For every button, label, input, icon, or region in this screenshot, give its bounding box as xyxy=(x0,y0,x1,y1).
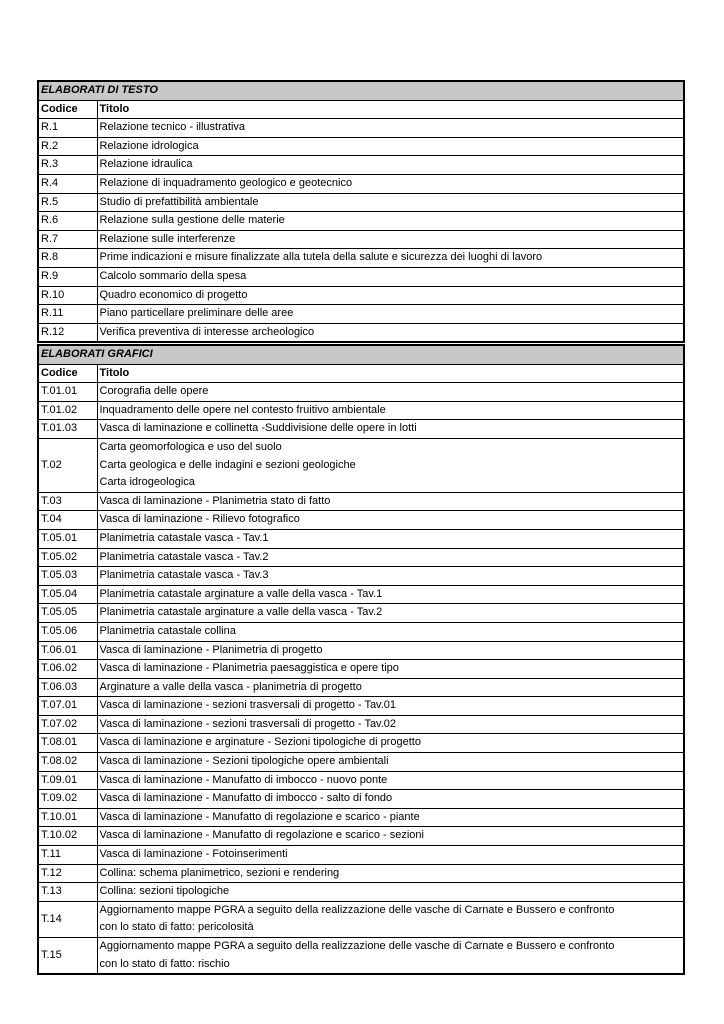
table-row xyxy=(38,567,684,586)
column-header-row xyxy=(38,364,684,383)
row-title: Relazione di inquadramento geologico e geotecnico xyxy=(97,174,684,193)
table-row xyxy=(38,883,684,902)
table-row xyxy=(38,697,684,716)
table-row xyxy=(38,438,684,492)
row-code: T.06.02 xyxy=(38,660,97,679)
table-row xyxy=(38,715,684,734)
row-title: Inquadramento delle opere nel contesto fruitivo ambientale xyxy=(97,401,684,420)
row-title xyxy=(97,438,684,492)
row-code: R.5 xyxy=(38,193,97,212)
table-row xyxy=(38,604,684,623)
table-row xyxy=(38,938,684,975)
table-row xyxy=(38,864,684,883)
row-code: T.14 xyxy=(38,901,97,937)
row-code: T.03 xyxy=(38,492,97,511)
row-code: R.8 xyxy=(38,249,97,268)
row-code: T.10.01 xyxy=(38,808,97,827)
row-title-line: Carta geomorfologica e uso del suolo xyxy=(99,440,282,453)
table-row xyxy=(38,790,684,809)
row-title: Planimetria catastale vasca - Tav.3 xyxy=(97,567,684,586)
row-title: Corografia delle opere xyxy=(97,383,684,402)
table-row xyxy=(38,323,684,342)
row-code: T.07.02 xyxy=(38,715,97,734)
column-header-row xyxy=(38,100,684,119)
row-code: T.01.01 xyxy=(38,383,97,402)
row-title: Planimetria catastale vasca - Tav.2 xyxy=(97,548,684,567)
row-title-line: con lo stato di fatto: pericolosità xyxy=(99,921,254,934)
row-title: Vasca di laminazione - sezioni trasversali di progetto - Tav.01 xyxy=(97,697,684,716)
table-row xyxy=(38,529,684,548)
row-title: Vasca di laminazione - Manufatto di imbocco - nuovo ponte xyxy=(97,771,684,790)
table-row xyxy=(38,771,684,790)
table-row xyxy=(38,585,684,604)
table-row xyxy=(38,305,684,324)
row-title: Relazione idraulica xyxy=(97,156,684,175)
row-title: Relazione tecnico - illustrativa xyxy=(97,119,684,138)
table-row xyxy=(38,174,684,193)
row-code: R.3 xyxy=(38,156,97,175)
row-code: T.05.02 xyxy=(38,548,97,567)
table-row xyxy=(38,511,684,530)
table-row xyxy=(38,383,684,402)
row-title: Vasca di laminazione - Planimetria paesaggistica e opere tipo xyxy=(97,660,684,679)
row-title xyxy=(97,938,684,975)
row-code: T.08.01 xyxy=(38,734,97,753)
table-row xyxy=(38,230,684,249)
row-code: T.05.04 xyxy=(38,585,97,604)
row-title: Vasca di laminazione - Manufatto di regolazione e scarico - sezioni xyxy=(97,827,684,846)
row-code: T.07.01 xyxy=(38,697,97,716)
column-header-title: Titolo xyxy=(97,364,684,383)
row-code: R.4 xyxy=(38,174,97,193)
row-title: Vasca di laminazione - Planimetria di progetto xyxy=(97,641,684,660)
row-title: Quadro economico di progetto xyxy=(97,286,684,305)
table-row xyxy=(38,678,684,697)
section-title: ELABORATI GRAFICI xyxy=(38,345,684,364)
table-row xyxy=(38,119,684,138)
section-header xyxy=(38,81,684,100)
row-code: R.7 xyxy=(38,230,97,249)
row-title-line: Aggiornamento mappe PGRA a seguito della realizzazione delle vasche di Carnate e Bussero e confronto xyxy=(99,903,615,916)
row-title: Vasca di laminazione e collinetta -Suddivisione delle opere in lotti xyxy=(97,420,684,439)
row-code: T.12 xyxy=(38,864,97,883)
row-code: T.15 xyxy=(38,938,97,975)
row-title: Vasca di laminazione - Sezioni tipologiche opere ambientali xyxy=(97,753,684,772)
table-row xyxy=(38,156,684,175)
table-row xyxy=(38,734,684,753)
row-code: R.11 xyxy=(38,305,97,324)
column-header-code: Codice xyxy=(38,100,97,119)
row-title: Vasca di laminazione - Manufatto di regolazione e scarico - piante xyxy=(97,808,684,827)
row-code: T.01.03 xyxy=(38,420,97,439)
row-title xyxy=(97,901,684,937)
table-row xyxy=(38,249,684,268)
table-row xyxy=(38,401,684,420)
table-row xyxy=(38,846,684,865)
elaborati-testo-table xyxy=(37,80,685,343)
row-title-line: Carta idrogeologica xyxy=(99,476,195,489)
row-code: T.11 xyxy=(38,846,97,865)
row-code: T.01.02 xyxy=(38,401,97,420)
table-row xyxy=(38,492,684,511)
row-code: T.10.02 xyxy=(38,827,97,846)
table-row xyxy=(38,827,684,846)
table-row xyxy=(38,622,684,641)
row-title: Vasca di laminazione - Manufatto di imbocco - salto di fondo xyxy=(97,790,684,809)
row-title: Calcolo sommario della spesa xyxy=(97,267,684,286)
row-code: T.05.01 xyxy=(38,529,97,548)
row-title: Relazione idrologica xyxy=(97,137,684,156)
row-code: T.04 xyxy=(38,511,97,530)
row-code: R.1 xyxy=(38,119,97,138)
row-code: T.05.05 xyxy=(38,604,97,623)
table-row xyxy=(38,267,684,286)
row-title: Vasca di laminazione - Planimetria stato di fatto xyxy=(97,492,684,511)
table-row xyxy=(38,420,684,439)
row-title: Studio di prefattibilità ambientale xyxy=(97,193,684,212)
row-title: Collina: schema planimetrico, sezioni e rendering xyxy=(97,864,684,883)
row-code: R.9 xyxy=(38,267,97,286)
row-title: Collina: sezioni tipologiche xyxy=(97,883,684,902)
row-title-line: Aggiornamento mappe PGRA a seguito della realizzazione delle vasche di Carnate e Bussero e confronto xyxy=(99,940,615,952)
row-code: T.06.01 xyxy=(38,641,97,660)
row-code: R.12 xyxy=(38,323,97,342)
row-title: Vasca di laminazione - Fotoinserimenti xyxy=(97,846,684,865)
row-code: T.05.06 xyxy=(38,622,97,641)
row-code: T.02 xyxy=(38,438,97,492)
row-title: Piano particellare preliminare delle aree xyxy=(97,305,684,324)
column-header-code: Codice xyxy=(38,364,97,383)
row-code: T.06.03 xyxy=(38,678,97,697)
table-row xyxy=(38,212,684,231)
row-title: Planimetria catastale vasca - Tav.1 xyxy=(97,529,684,548)
row-code: T.09.02 xyxy=(38,790,97,809)
table-row xyxy=(38,753,684,772)
row-title: Planimetria catastale arginature a valle della vasca - Tav.1 xyxy=(97,585,684,604)
row-title: Prime indicazioni e misure finalizzate alla tutela della salute e sicurezza dei luoghi di lavoro xyxy=(97,249,684,268)
table-row xyxy=(38,286,684,305)
row-title: Planimetria catastale collina xyxy=(97,622,684,641)
row-code: T.05.03 xyxy=(38,567,97,586)
row-title: Planimetria catastale arginature a valle della vasca - Tav.2 xyxy=(97,604,684,623)
row-title: Vasca di laminazione - Rilievo fotografico xyxy=(97,511,684,530)
section-title: ELABORATI DI TESTO xyxy=(38,81,684,100)
row-title: Relazione sulle interferenze xyxy=(97,230,684,249)
row-code: R.10 xyxy=(38,286,97,305)
table-row xyxy=(38,137,684,156)
column-header-title: Titolo xyxy=(97,100,684,119)
table-row xyxy=(38,660,684,679)
table-row xyxy=(38,548,684,567)
row-title: Relazione sulla gestione delle materie xyxy=(97,212,684,231)
row-title: Vasca di laminazione e arginature - Sezioni tipologiche di progetto xyxy=(97,734,684,753)
row-code: T.08.02 xyxy=(38,753,97,772)
row-code: T.13 xyxy=(38,883,97,902)
table-row xyxy=(38,901,684,937)
row-title-line: con lo stato di fatto: rischio xyxy=(99,957,230,970)
section-header xyxy=(38,345,684,364)
row-code: R.6 xyxy=(38,212,97,231)
row-code: R.2 xyxy=(38,137,97,156)
row-title-line: Carta geologica e delle indagini e sezioni geologiche xyxy=(99,458,356,471)
row-title: Vasca di laminazione - sezioni trasversali di progetto - Tav.02 xyxy=(97,715,684,734)
elaborati-grafici-table xyxy=(37,344,685,975)
table-row xyxy=(38,193,684,212)
table-row xyxy=(38,641,684,660)
row-title: Verifica preventiva di interesse archeologico xyxy=(97,323,684,342)
row-code: T.09.01 xyxy=(38,771,97,790)
row-title: Arginature a valle della vasca - planimetria di progetto xyxy=(97,678,684,697)
table-row xyxy=(38,808,684,827)
